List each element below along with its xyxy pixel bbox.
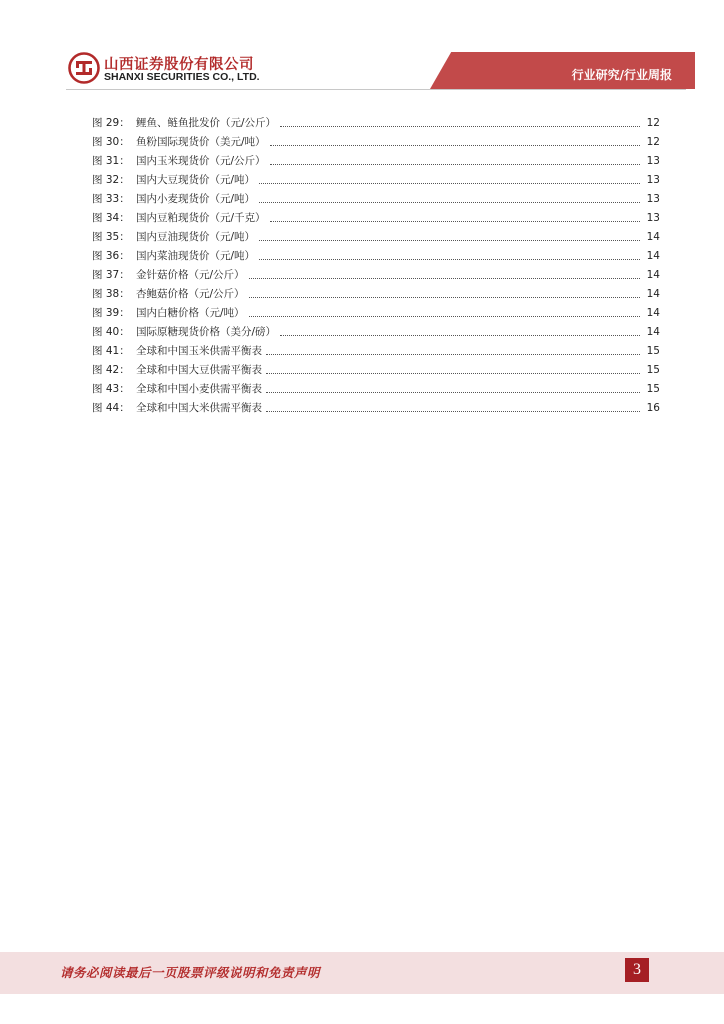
figure-index — [92, 111, 660, 415]
page-ref: 13 — [646, 174, 660, 186]
figure-number: 图 39： — [92, 307, 130, 319]
toc-row[interactable] — [92, 187, 660, 206]
figure-title: 杏鲍菇价格（元/公斤） — [136, 288, 245, 300]
page-header — [0, 0, 724, 100]
figure-title: 全球和中国大豆供需平衡表 — [136, 364, 262, 376]
toc-row[interactable] — [92, 244, 660, 263]
toc-row[interactable] — [92, 149, 660, 168]
figure-title: 鱼粉国际现货价（美元/吨） — [136, 136, 266, 148]
leader-dots — [266, 410, 640, 412]
page-ref: 14 — [646, 326, 660, 338]
leader-dots — [280, 125, 640, 127]
page-ref: 14 — [646, 269, 660, 281]
figure-number: 图 38： — [92, 288, 130, 300]
page-ref: 14 — [646, 288, 660, 300]
figure-title: 全球和中国玉米供需平衡表 — [136, 345, 262, 357]
page-ref: 14 — [646, 231, 660, 243]
toc-row[interactable] — [92, 377, 660, 396]
disclaimer-notice: 请务必阅读最后一页股票评级说明和免责声明 — [60, 965, 321, 980]
toc-row[interactable] — [92, 263, 660, 282]
page-ref: 13 — [646, 155, 660, 167]
toc-row[interactable] — [92, 168, 660, 187]
toc-row[interactable] — [92, 339, 660, 358]
page-ref: 15 — [646, 383, 660, 395]
company-logo-icon — [68, 52, 100, 84]
toc-row[interactable] — [92, 225, 660, 244]
leader-dots — [270, 144, 640, 146]
figure-title: 国内小麦现货价（元/吨） — [136, 193, 256, 205]
figure-title: 国内菜油现货价（元/吨） — [136, 250, 256, 262]
page-ref: 12 — [646, 136, 660, 148]
toc-row[interactable] — [92, 396, 660, 415]
leader-dots — [249, 315, 640, 317]
figure-title: 国内白糖价格（元/吨） — [136, 307, 245, 319]
figure-number: 图 43： — [92, 383, 130, 395]
toc-row[interactable] — [92, 206, 660, 225]
leader-dots — [259, 201, 640, 203]
figure-title: 国内玉米现货价（元/公斤） — [136, 155, 266, 167]
figure-title: 国内豆油现货价（元/吨） — [136, 231, 256, 243]
company-name-en: SHANXI SECURITIES CO., LTD. — [104, 71, 260, 83]
header-divider — [66, 89, 686, 90]
toc-row[interactable] — [92, 130, 660, 149]
figure-title: 鲤鱼、鲢鱼批发价（元/公斤） — [136, 117, 277, 129]
leader-dots — [270, 163, 640, 165]
figure-title: 全球和中国小麦供需平衡表 — [136, 383, 262, 395]
report-section-label: 行业研究/行业周报 — [571, 68, 672, 82]
figure-number: 图 37： — [92, 269, 130, 281]
figure-number: 图 33： — [92, 193, 130, 205]
page-ref: 14 — [646, 250, 660, 262]
leader-dots — [249, 296, 640, 298]
page-ref: 14 — [646, 307, 660, 319]
page-ref: 13 — [646, 193, 660, 205]
toc-row[interactable] — [92, 282, 660, 301]
figure-title: 全球和中国大米供需平衡表 — [136, 402, 262, 414]
leader-dots — [266, 353, 640, 355]
leader-dots — [259, 182, 640, 184]
leader-dots — [249, 277, 640, 279]
page-ref: 12 — [646, 117, 660, 129]
toc-row[interactable] — [92, 111, 660, 130]
page-ref: 16 — [646, 402, 660, 414]
page-ref: 15 — [646, 345, 660, 357]
leader-dots — [266, 391, 640, 393]
company-name-cn: 山西证券股份有限公司 — [104, 57, 254, 73]
toc-row[interactable] — [92, 320, 660, 339]
leader-dots — [259, 239, 640, 241]
figure-number: 图 42： — [92, 364, 130, 376]
figure-number: 图 40： — [92, 326, 130, 338]
figure-title: 国内大豆现货价（元/吨） — [136, 174, 256, 186]
figure-number: 图 29： — [92, 117, 130, 129]
leader-dots — [280, 334, 640, 336]
page-number: 3 — [625, 958, 649, 982]
leader-dots — [266, 372, 640, 374]
figure-number: 图 34： — [92, 212, 130, 224]
figure-number: 图 31： — [92, 155, 130, 167]
figure-title: 金针菇价格（元/公斤） — [136, 269, 245, 281]
figure-number: 图 32： — [92, 174, 130, 186]
leader-dots — [270, 220, 640, 222]
figure-number: 图 41： — [92, 345, 130, 357]
figure-title: 国际原糖现货价格（美分/磅） — [136, 326, 277, 338]
figure-number: 图 35： — [92, 231, 130, 243]
leader-dots — [259, 258, 640, 260]
figure-number: 图 36： — [92, 250, 130, 262]
figure-number: 图 30： — [92, 136, 130, 148]
toc-row[interactable] — [92, 301, 660, 320]
figure-number: 图 44： — [92, 402, 130, 414]
toc-row[interactable] — [92, 358, 660, 377]
figure-title: 国内豆粕现货价（元/千克） — [136, 212, 266, 224]
page-ref: 13 — [646, 212, 660, 224]
page-ref: 15 — [646, 364, 660, 376]
